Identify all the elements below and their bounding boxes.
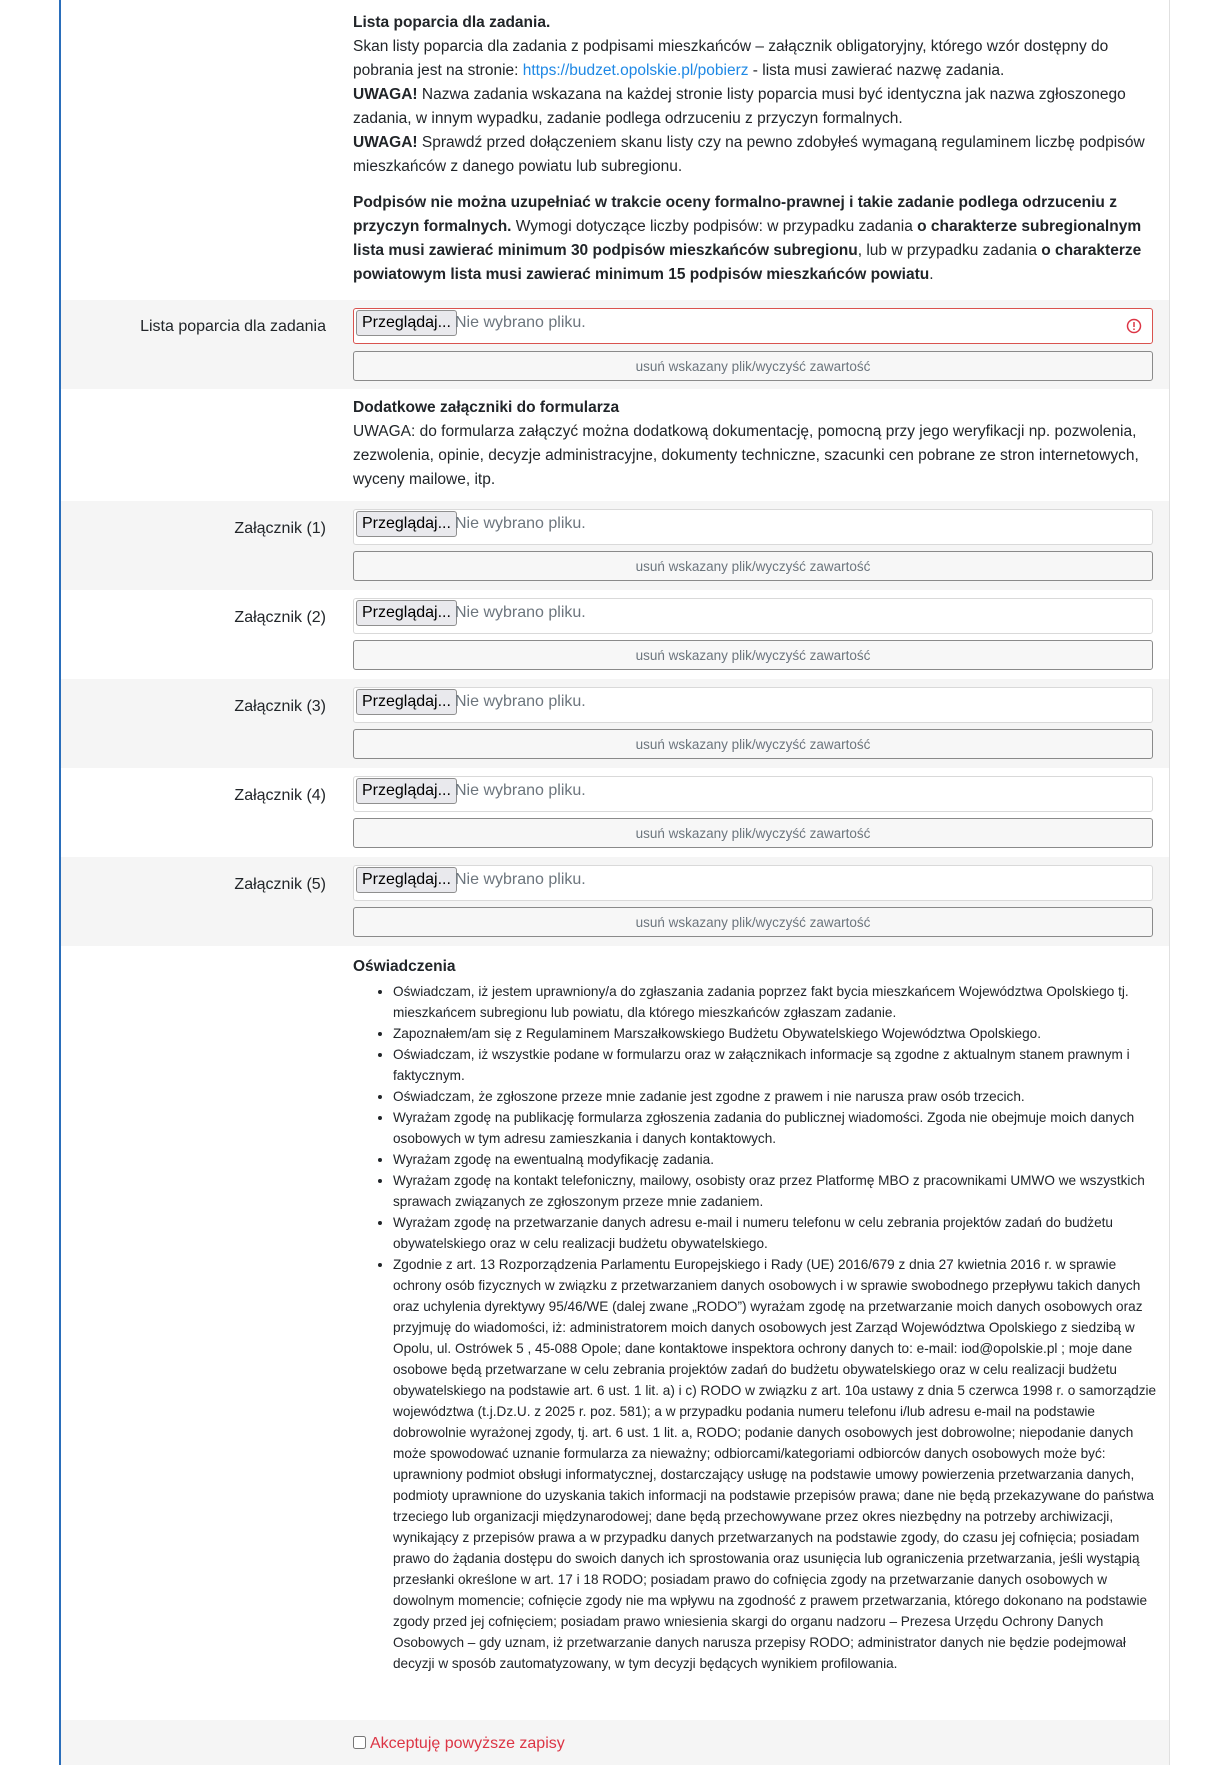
declarations-title: Oświadczenia: [353, 958, 456, 975]
clear-file-button[interactable]: usuń wskazany plik/wyczyść zawartość: [353, 640, 1153, 670]
declaration-item: • Wyrażam zgodę na publikację formularza zgłoszenia zadania do publicznej wiadomości. Zgoda nie obejmuje moich danych osobowych w tym adresu zamieszkania i danych kontaktowych.: [393, 1107, 1161, 1149]
error-icon: [1126, 318, 1142, 334]
warning-2-text: Sprawdź przed dołączeniem skanu listy czy na pewno zdobyłeś wymaganą regulaminem liczbę podpisów mieszkańców z danego powiatu lub subregionu.: [353, 134, 1145, 175]
support-list-field-label: Lista poparcia dla zadania: [140, 318, 326, 335]
browse-button[interactable]: Przeglądaj...: [356, 867, 457, 893]
declaration-item: • Oświadczam, że zgłoszone przeze mnie zadanie jest zgodne z prawem i nie narusza praw osób trzecich.: [393, 1086, 1161, 1107]
extra-attachments-title: Dodatkowe załączniki do formularza: [353, 399, 620, 416]
requirements-subregional: o charakterze subregionalnym lista musi zawierać minimum 30 podpisów mieszkańców subregionu: [353, 218, 1142, 259]
declaration-item: • Zgodnie z art. 13 Rozporządzenia Parlamentu Europejskiego i Rady (UE) 2016/679 z dnia 27 kwietnia 2016 r. w sprawie ochrony osób fizycznych w związku z przetwarzaniem danych osobowych i w sprawie swobodnego przepływu takich danych oraz uchylenia dyrektywy 95/46/WE (dalej zwane „RODO”) wyrażam zgodę na przetwarzanie moich danych osobowych oraz przyjmuję do wiadomości, iż: administratorem moich danych osobowych jest Zarząd Województwa Opolskiego z siedzibą w Opolu, ul. Ostrówek 5 , 45-088 Opole; dane kontaktowe inspektora ochrony danych to: e-mail: iod@opolskie.pl ; moje dane osobowe będą przetwarzane w celu zebrania projektów zadań do budżetu obywatelskiego oraz w celu realizacji budżetu obywatelskiego na podstawie art. 6 ust. 1 lit. a) i c) RODO w związku z art. 10a ustawy z dnia 5 czerwca 1998 r. o samorządzie województwa (t.j.Dz.U. z 2025 r. poz. 581); a w przypadku podania numeru telefonu i/lub adresu e-mail na podstawie dobrowolnie wyrażonej zgody, tj. art. 6 ust. 1 lit. a, RODO; podanie danych osobowych jest dobrowolne; niepodanie danych może spowodować uznanie formularza za nieważny; odbiorcami/kategoriami odbiorców danych osobowych może być: uprawniony podmiot obsługi informatycznej, dostarczający usługę na podstawie umowy powierzenia przetwarzania danych, podmioty uprawnione do uzyskania takich informacji na podstawie przepisów prawa; dane nie będą przekazywane do państwa trzeciego lub organizacji międzynarodowej; dane będą przechowywane przez okres niezbędny na potrzeby archiwizacji, wynikający z przepisów prawa a w przypadku danych przetwarzanych na podstawie zgody, do czasu jej cofnięcia; posiadam prawo do żądania dostępu do swoich danych ich sprostowania oraz usunięcia lub ograniczenia przetwarzania, jeśli wystąpią przesłanki określone w art. 17 i 18 RODO; posiadam prawo do cofnięcia zgody na przetwarzanie danych osobowych w dowolnym momencie; cofnięcie zgody nie ma wpływu na zgodność z prawem przetwarzania, którego dokonano na podstawie zgody przed jej cofnięciem; posiadam prawo wniesienia skargi do organu nadzoru – Prezesa Urzędu Ochrony Danych Osobowych – gdy uznam, iż przetwarzanie danych narusza przepisy RODO; administrator danych nie będzie podejmował decyzji w sposób zautomatyzowany, w tym decyzji będących wynikiem profilowania.: [393, 1254, 1161, 1674]
attachment-row: [61, 679, 1169, 768]
accept-checkbox[interactable]: [353, 1736, 366, 1749]
file-status: Nie wybrano pliku.: [455, 515, 586, 532]
attachment-row: [61, 590, 1169, 679]
attachment-row: [61, 768, 1169, 857]
browse-button[interactable]: Przeglądaj...: [356, 511, 457, 537]
clear-file-button[interactable]: usuń wskazany plik/wyczyść zawartość: [353, 551, 1153, 581]
browse-button[interactable]: Przeglądaj...: [356, 689, 457, 715]
extra-attachments-text: UWAGA: do formularza załączyć można dodatkową dokumentację, pomocną przy jego weryfikacji np. pozwolenia, zezwolenia, opinie, decyzje administracyjne, dokumenty techniczne, szacunki cen pobrane ze stron internetowych, wyceny mailowe, itp.: [353, 423, 1139, 488]
declarations-section: [61, 946, 1169, 1720]
support-list-line1-end: - lista musi zawierać nazwę zadania.: [748, 62, 1005, 79]
support-list-description: [353, 35, 1167, 83]
attachment-row: [61, 501, 1169, 590]
attachment-file-input[interactable]: [353, 865, 1153, 901]
support-list-field-row: [61, 300, 1169, 389]
clear-file-button[interactable]: usuń wskazany plik/wyczyść zawartość: [353, 351, 1153, 381]
extra-attachments-info: [353, 396, 1167, 492]
attachment-row: [61, 857, 1169, 946]
support-list-info-section: [61, 0, 1169, 300]
attachment-label: Załącznik (1): [234, 520, 326, 537]
declaration-item: • Wyrażam zgodę na kontakt telefoniczny, mailowy, osobisty oraz przez Platformę MBO z pracownikami UMWO we wszystkich sprawach związanych ze zgłoszonym przeze mnie zadaniem.: [393, 1170, 1161, 1212]
support-list-line1: Skan listy poparcia dla zadania z podpisami mieszkańców – załącznik obligatoryjny, którego wzór dostępny do pobrania jest na stronie:: [353, 38, 1109, 79]
browse-button[interactable]: Przeglądaj...: [356, 600, 457, 626]
declarations: [353, 955, 1161, 1674]
attachment-label: Załącznik (5): [234, 876, 326, 893]
accept-checkbox-label[interactable]: [353, 1732, 565, 1756]
declaration-item: • Oświadczam, iż jestem uprawniony/a do zgłaszania zadania poprzez fakt bycia mieszkańcem Województwa Opolskiego tj. mieszkańcem subregionu lub powiatu, dla którego mieszkańców zgłaszam zadanie.: [393, 981, 1161, 1023]
download-link[interactable]: https://budzet.opolskie.pl/pobierz: [522, 62, 749, 79]
extra-attachments-info-section: [61, 389, 1169, 500]
warning-1: [353, 83, 1167, 131]
file-status: Nie wybrano pliku.: [455, 871, 586, 888]
clear-file-button[interactable]: usuń wskazany plik/wyczyść zawartość: [353, 907, 1153, 937]
attachment-label: Załącznik (3): [234, 698, 326, 715]
attachment-file-input[interactable]: [353, 509, 1153, 545]
attachment-file-input[interactable]: [353, 687, 1153, 723]
attachment-file-input[interactable]: [353, 598, 1153, 634]
warning-1-text: Nazwa zadania wskazana na każdej stronie listy poparcia musi być identyczna jak nazwa zgłoszonego zadania, w innym wypadku, zadanie podlega odrzuceniu z przyczyn formalnych.: [353, 86, 1126, 127]
attachment-file-input[interactable]: [353, 776, 1153, 812]
declaration-item: • Oświadczam, iż wszystkie podane w formularzu oraz w załącznikach informacje są zgodne z aktualnym stanem prawnym i faktycznym.: [393, 1044, 1161, 1086]
requirements-paragraph: [353, 191, 1167, 287]
browse-button[interactable]: Przeglądaj...: [356, 310, 457, 336]
requirements-text-2: , lub w przypadku zadania: [857, 242, 1042, 259]
warning-2: [353, 131, 1167, 179]
browse-button[interactable]: Przeglądaj...: [356, 778, 457, 804]
accept-label-text: Akceptuję powyższe zapisy: [370, 1735, 565, 1752]
file-status: Nie wybrano pliku.: [455, 782, 586, 799]
requirements-end: .: [929, 266, 934, 283]
requirements-text-1: Wymogi dotyczące liczby podpisów: w przypadku zadania: [511, 218, 918, 235]
declaration-item: • Zapoznałem/am się z Regulaminem Marszałkowskiego Budżetu Obywatelskiego Województwa Opolskiego.: [393, 1023, 1161, 1044]
declarations-list: [353, 981, 1161, 1674]
support-list-file-input[interactable]: [353, 308, 1153, 344]
clear-file-button[interactable]: usuń wskazany plik/wyczyść zawartość: [353, 818, 1153, 848]
form-page: [59, 0, 1170, 1765]
attachment-label: Załącznik (4): [234, 787, 326, 804]
clear-file-button[interactable]: usuń wskazany plik/wyczyść zawartość: [353, 729, 1153, 759]
support-list-title: Lista poparcia dla zadania.: [353, 14, 551, 31]
declaration-item: • Wyrażam zgodę na ewentualną modyfikację zadania.: [393, 1149, 1161, 1170]
support-list-info: [353, 11, 1167, 287]
file-status: Nie wybrano pliku.: [455, 314, 586, 331]
declaration-item: • Wyrażam zgodę na przetwarzanie danych adresu e-mail i numeru telefonu w celu zebrania projektów zadań do budżetu obywatelskiego oraz w celu realizacji budżetu obywatelskiego.: [393, 1212, 1161, 1254]
requirements-intro: Podpisów nie można uzupełniać w trakcie oceny formalno-prawnej i takie zadanie podlega odrzuceniu z przyczyn formalnych.: [353, 194, 1117, 235]
file-status: Nie wybrano pliku.: [455, 693, 586, 710]
accept-row: [61, 1720, 1169, 1765]
attachment-label: Załącznik (2): [234, 609, 326, 626]
requirements-county: o charakterze powiatowym lista musi zawierać minimum 15 podpisów mieszkańców powiatu: [353, 242, 1142, 283]
warning-label: UWAGA!: [353, 134, 418, 151]
file-status: Nie wybrano pliku.: [455, 604, 586, 621]
warning-label: UWAGA!: [353, 86, 418, 103]
